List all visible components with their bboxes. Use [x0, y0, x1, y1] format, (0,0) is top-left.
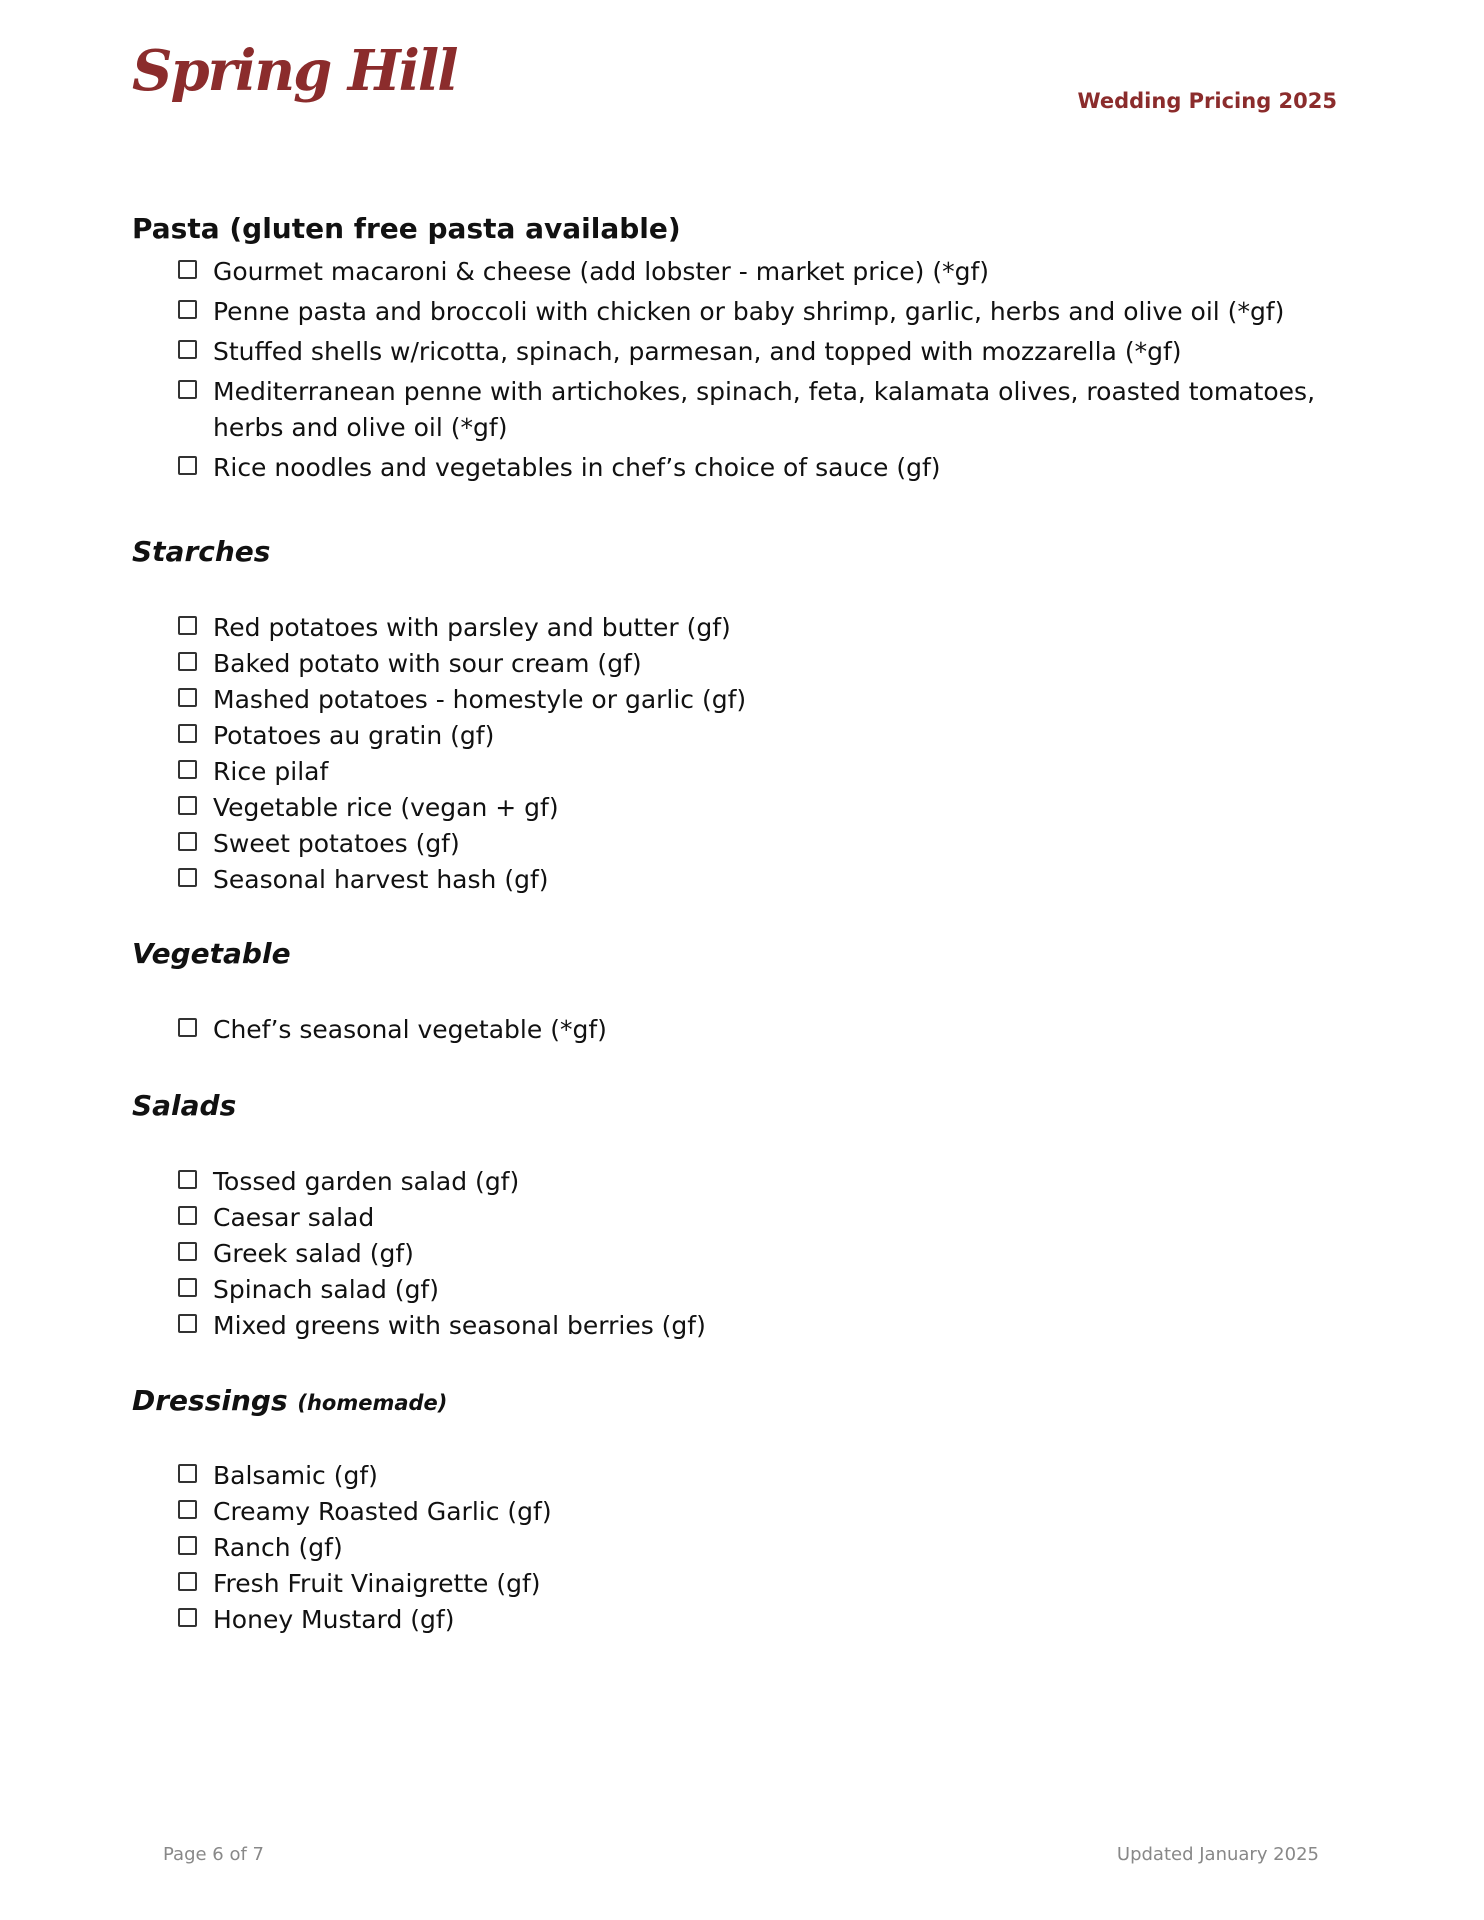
list-item: [178, 826, 746, 862]
list-item: [178, 254, 1323, 294]
item-label: Baked potato with sour cream (gf): [213, 649, 642, 678]
item-label: Sweet potatoes (gf): [213, 829, 460, 858]
item-label: Spinach salad (gf): [213, 1275, 439, 1304]
checkbox[interactable]: [178, 260, 197, 279]
checkbox[interactable]: [178, 1572, 197, 1591]
checkbox[interactable]: [178, 832, 197, 851]
checkbox[interactable]: [178, 380, 197, 399]
list-item: [178, 1602, 552, 1638]
salads-list: [178, 1164, 706, 1344]
spring-hill-logo: Spring Hill: [132, 38, 457, 104]
starches-list: [178, 610, 746, 898]
item-label: Caesar salad: [213, 1203, 375, 1232]
item-label: Rice noodles and vegetables in chef’s choice of sauce (gf): [213, 453, 941, 482]
list-item: [178, 1530, 552, 1566]
list-item: [178, 1164, 706, 1200]
list-item: [178, 1566, 552, 1602]
item-label: Mixed greens with seasonal berries (gf): [213, 1311, 706, 1340]
item-label: Mashed potatoes - homestyle or garlic (gf): [213, 685, 747, 714]
checkbox[interactable]: [178, 1500, 197, 1519]
checkbox[interactable]: [178, 1464, 197, 1483]
vegetable-list: [178, 1012, 607, 1048]
dressings-title: Dressings: [132, 1384, 288, 1417]
list-item: [178, 1458, 552, 1494]
checkbox[interactable]: [178, 1608, 197, 1627]
section-title-salads: Salads: [132, 1089, 237, 1122]
item-label: Vegetable rice (vegan + gf): [213, 793, 559, 822]
list-item: [178, 1308, 706, 1344]
checkbox[interactable]: [178, 796, 197, 815]
checkbox[interactable]: [178, 1206, 197, 1225]
checkbox[interactable]: [178, 688, 197, 707]
item-label: Rice pilaf: [213, 757, 329, 786]
item-label: Tossed garden salad (gf): [213, 1167, 520, 1196]
item-label: Gourmet macaroni & cheese (add lobster - market price) (*gf): [213, 257, 990, 286]
list-item: [178, 1236, 706, 1272]
checkbox[interactable]: [178, 1242, 197, 1261]
list-item: [178, 610, 746, 646]
list-item: [178, 294, 1323, 334]
checkbox[interactable]: [178, 456, 197, 475]
list-item: [178, 450, 1323, 490]
checkbox[interactable]: [178, 1314, 197, 1333]
list-item: [178, 718, 746, 754]
list-item: [178, 334, 1323, 374]
item-label: Red potatoes with parsley and butter (gf): [213, 613, 731, 642]
checkbox[interactable]: [178, 1278, 197, 1297]
list-item: [178, 682, 746, 718]
list-item: [178, 1494, 552, 1530]
item-label: Penne pasta and broccoli with chicken or baby shrimp, garlic, herbs and olive oil (*gf): [213, 297, 1285, 326]
list-item: [178, 374, 1323, 450]
checkbox[interactable]: [178, 1170, 197, 1189]
list-item: [178, 862, 746, 898]
section-title-pasta: Pasta (gluten free pasta available): [132, 212, 681, 245]
pasta-list: [178, 254, 1323, 490]
checkbox[interactable]: [178, 724, 197, 743]
item-label: Chef’s seasonal vegetable (*gf): [213, 1015, 607, 1044]
checkbox[interactable]: [178, 1018, 197, 1037]
checkbox[interactable]: [178, 616, 197, 635]
section-title-starches: Starches: [132, 535, 271, 568]
list-item: [178, 1200, 706, 1236]
list-item: [178, 754, 746, 790]
section-title-vegetable: Vegetable: [132, 937, 291, 970]
item-label: Balsamic (gf): [213, 1461, 378, 1490]
item-label: Honey Mustard (gf): [213, 1605, 455, 1634]
checkbox[interactable]: [178, 868, 197, 887]
checkbox[interactable]: [178, 1536, 197, 1555]
document-title: Wedding Pricing 2025: [1077, 89, 1337, 113]
item-label: Mediterranean penne with artichokes, spinach, feta, kalamata olives, roasted tomatoes, herbs and olive oil (*gf): [213, 377, 1316, 442]
item-label: Greek salad (gf): [213, 1239, 414, 1268]
list-item: [178, 790, 746, 826]
updated-date: Updated January 2025: [1116, 1844, 1319, 1865]
item-label: Creamy Roasted Garlic (gf): [213, 1497, 552, 1526]
dressings-subtitle: (homemade): [297, 1391, 448, 1415]
checkbox[interactable]: [178, 300, 197, 319]
item-label: Potatoes au gratin (gf): [213, 721, 495, 750]
list-item: [178, 1272, 706, 1308]
item-label: Seasonal harvest hash (gf): [213, 865, 549, 894]
item-label: Ranch (gf): [213, 1533, 343, 1562]
list-item: [178, 646, 746, 682]
checkbox[interactable]: [178, 340, 197, 359]
item-label: Fresh Fruit Vinaigrette (gf): [213, 1569, 541, 1598]
section-title-dressings: [132, 1384, 447, 1417]
list-item: [178, 1012, 607, 1048]
page-number: Page 6 of 7: [163, 1844, 264, 1865]
item-label: Stuffed shells w/ricotta, spinach, parmesan, and topped with mozzarella (*gf): [213, 337, 1182, 366]
checkbox[interactable]: [178, 760, 197, 779]
dressings-list: [178, 1458, 552, 1638]
checkbox[interactable]: [178, 652, 197, 671]
